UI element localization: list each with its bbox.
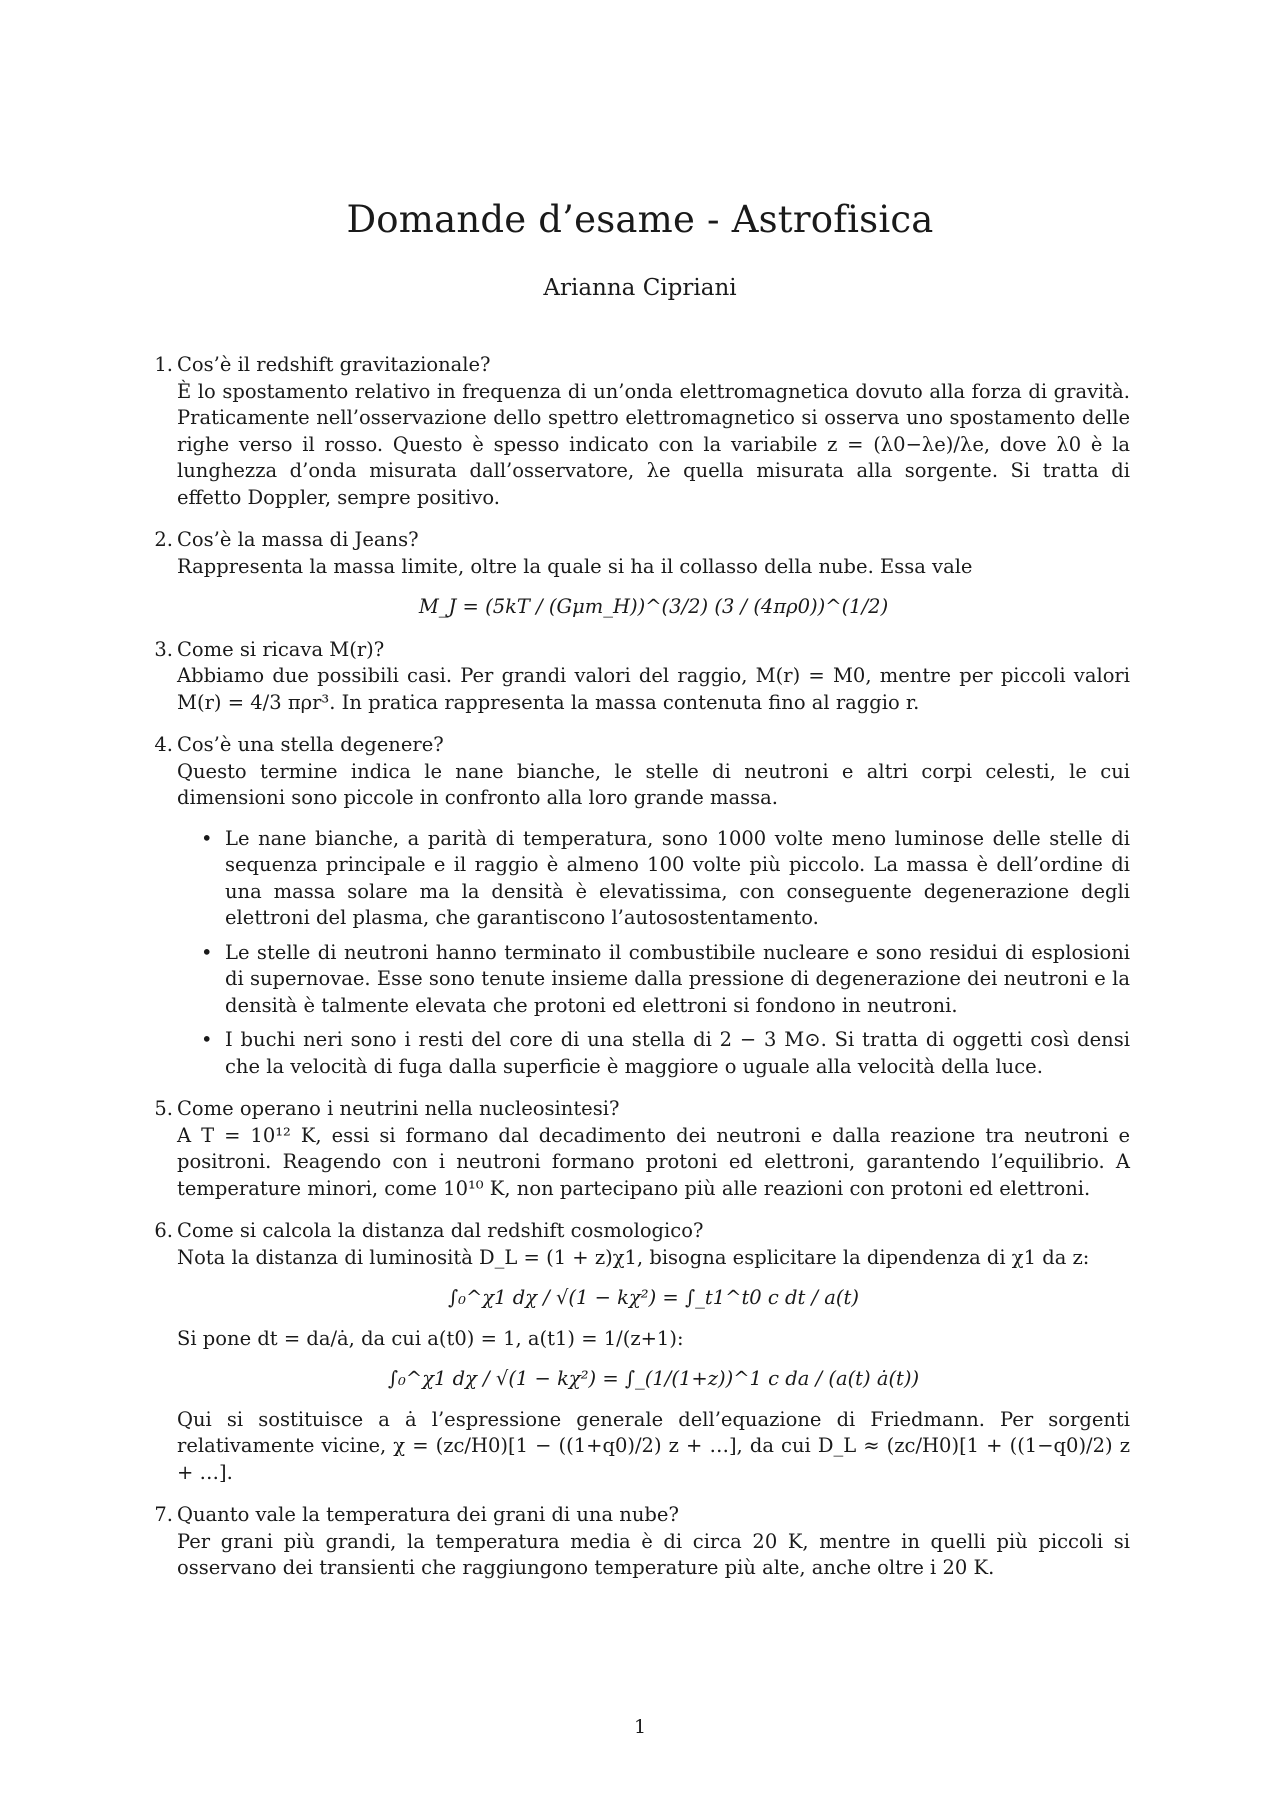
item-number: 6.: [154, 1219, 173, 1242]
item-number: 2.: [154, 528, 173, 551]
question-text: Cos’è una stella degenere?: [177, 733, 444, 756]
item-number: 7.: [154, 1503, 173, 1526]
answer-text: Per grani più grandi, la temperatura media è di circa 20 K, mentre in quelli più piccoli si osservano dei transienti che raggiungono temperature più alte, anche oltre i 20 K.: [177, 1529, 1130, 1579]
question-text: Cos’è la massa di Jeans?: [177, 528, 419, 551]
answer-text: A T = 10¹² K, essi si formano dal decadimento dei neutroni e dalla reazione tra neutroni e positroni. Reagendo con i neutroni formano protoni ed elettroni, garantendo l’equilibrio. A temperature minori, come 10¹⁰ K, non partecipano più alle reazioni con protoni ed elettroni.: [177, 1123, 1130, 1200]
distance-integral-equation: ∫₀^χ1 dχ / √(1 − kχ²) = ∫_t1^t0 c dt / a(t): [448, 1286, 859, 1309]
question-text: Cos’è il redshift gravitazionale?: [177, 353, 491, 376]
question-item-3: [145, 637, 1130, 717]
bullet-item: • I buchi neri sono i resti del core di una stella di 2 − 3 M⊙. Si tratta di oggetti così densi che la velocità di fuga dalla superficie è maggiore o uguale alla velocità della luce.: [225, 1027, 1130, 1080]
answer-text: Si pone dt = da/ȧ, da cui a(t0) = 1, a(t1) = 1/(z+1):: [177, 1326, 684, 1350]
question-text: Come operano i neutrini nella nucleosintesi?: [177, 1097, 620, 1120]
document-author: Arianna Cipriani: [543, 275, 737, 301]
question-text: Come si calcola la distanza dal redshift cosmologico?: [177, 1219, 704, 1242]
document-title: Domande d’esame - Astrofisica: [346, 198, 934, 241]
bullet-item: • Le nane bianche, a parità di temperatura, sono 1000 volte meno luminose delle stelle di sequenza principale e il raggio è almeno 100 volte più piccolo. La massa è dell’ordine di una massa solare ma la densità è elevatissima, con conseguente degenerazione degli elettroni del plasma, che garantiscono l’autosostentamento.: [225, 826, 1130, 932]
answer-text: Rappresenta la massa limite, oltre la quale si ha il collasso della nube. Essa vale: [177, 554, 973, 578]
question-item-6: [145, 1218, 1130, 1486]
bullet-list: [177, 826, 1130, 1081]
answer-text: Questo termine indica le nane bianche, le stelle di neutroni e altri corpi celesti, le cui dimensioni sono piccole in confronto alla loro grande massa.: [177, 759, 1130, 809]
item-number: 3.: [154, 637, 173, 661]
question-item-2: [145, 527, 1130, 621]
jeans-mass-equation: M_J = (5kT / (Gμm_H))^(3/2) (3 / (4πρ0))^(1/2): [418, 595, 889, 618]
question-item-7: [145, 1502, 1130, 1582]
item-number: 1.: [154, 353, 173, 376]
question-item-4: [145, 732, 1130, 1080]
bullet-item: • Le stelle di neutroni hanno terminato il combustibile nucleare e sono residui di esplosioni di supernovae. Esse sono tenute insieme dalla pressione di degenerazione dei neutroni e la densità è talmente elevata che protoni ed elettroni si fondono in neutroni.: [225, 940, 1130, 1020]
answer-text: È lo spostamento relativo in frequenza di un’onda elettromagnetica dovuto alla forza di gravità. Praticamente nell’osservazione dello spettro elettromagnetico si osserva uno spostamento delle righe verso il rosso. Questo è spesso indicato con la variabile z = (λ0−λe)/λe, dove λ0 è la lunghezza d’onda misurata dall’osservatore, λe quella misurata alla sorgente. Si tratta di effetto Doppler, sempre positivo.: [177, 379, 1130, 509]
item-number: 4.: [154, 733, 173, 756]
answer-text: Abbiamo due possibili casi. Per grandi valori del raggio, M(r) = M0, mentre per piccoli valori M(r) = 4/3 πρr³. In pratica rappresenta la massa contenuta fino al raggio r.: [177, 664, 1130, 714]
page-number: 1: [633, 1716, 647, 1738]
question-text: Come si ricava M(r)?: [177, 637, 385, 661]
answer-text: Nota la distanza di luminosità D_L = (1 + z)χ1, bisogna esplicitare la dipendenza di χ1 da z:: [177, 1245, 1090, 1269]
question-text: Quanto vale la temperatura dei grani di una nube?: [177, 1503, 679, 1526]
question-item-1: [145, 352, 1130, 511]
distance-integral-equation-2: ∫₀^χ1 dχ / √(1 − kχ²) = ∫_(1/(1+z))^1 c da / (a(t) ȧ(t)): [387, 1367, 920, 1390]
question-item-5: [145, 1096, 1130, 1202]
question-list: [145, 352, 1130, 1598]
answer-text: Qui si sostituisce a ȧ l’espressione generale dell’equazione di Friedmann. Per sorgenti relativamente vicine, χ = (zc/H0)[1 − ((1+q0)/2) z + …], da cui D_L ≈ (zc/H0)[1 + ((1−q0)/2) z + …].: [177, 1407, 1130, 1484]
item-number: 5.: [154, 1097, 173, 1120]
